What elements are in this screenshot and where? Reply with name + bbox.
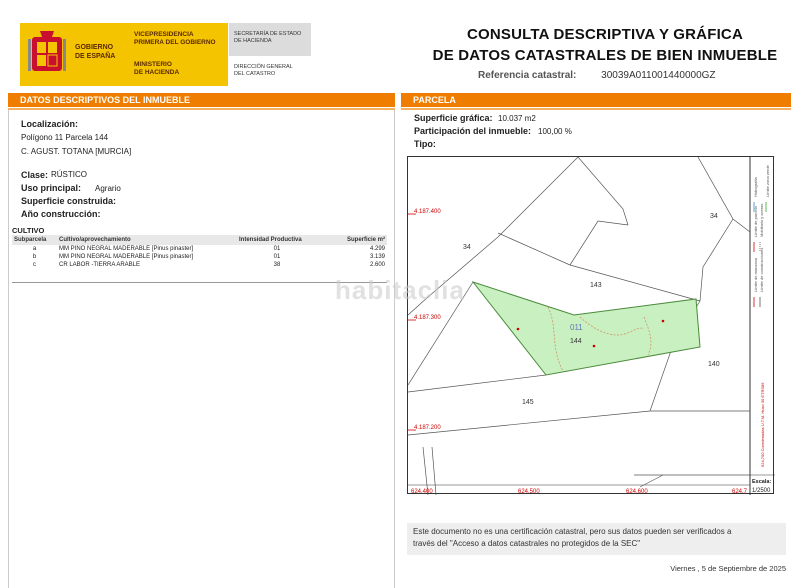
legend-entry: Límite de manzana	[753, 257, 758, 292]
reference-label: Referencia catastral:	[478, 70, 577, 81]
table-header-row	[12, 235, 387, 245]
superficie-grafica-label: Superficie gráfica:	[414, 113, 493, 123]
parcel-label: 011	[570, 323, 583, 332]
parcel-label: 145	[522, 399, 534, 406]
scale-label: Escala:	[752, 479, 772, 485]
reference-line	[478, 70, 716, 81]
ministerio-text: MINISTERIO DE HACIENDA	[134, 61, 180, 76]
uso-label: Uso principal:	[21, 183, 82, 193]
scale-value: 1/2500	[752, 488, 771, 494]
descriptive-data-header: DATOS DESCRIPTIVOS DEL INMUEBLE	[8, 93, 395, 107]
parcel-label: 140	[708, 361, 720, 368]
x-tick-label: 624.400	[411, 489, 433, 495]
x-tick-label: 624.600	[626, 489, 648, 495]
gobierno-text: GOBIERNO DE ESPAÑA	[75, 44, 116, 60]
disclaimer-box: Este documento no es una certificación catastral, pero sus datos pueden ser verificados a través del "Acceso a datos catastrales no protegidos de la SEC"	[407, 523, 786, 555]
anio-construccion-label: Año construcción:	[21, 209, 101, 219]
table-row: c CR LABOR -TIERRA ARABLE 38 2.600	[33, 262, 385, 268]
location-line2: C. AGUST. TOTANA [MURCIA]	[21, 147, 132, 156]
cultivo-table	[12, 235, 387, 269]
y-tick-label: 4.187.300	[414, 315, 441, 321]
legend-entry: Límite de parcela	[753, 206, 758, 237]
legend-entry: Límite de construcciones	[759, 247, 764, 292]
vicepresidencia-text: VICEPRESIDENCIA PRIMERA DEL GOBIERNO	[134, 31, 216, 46]
table-row: a MM PINO NEGRAL MADERABLE [Pinus pinaster] 01 4.299	[32, 246, 385, 252]
participacion-label: Participación del inmueble:	[414, 126, 532, 136]
table-divider	[12, 282, 387, 283]
government-logo	[20, 23, 228, 86]
column-header: Cultivo/aprovechamiento	[57, 235, 237, 245]
participacion-value: 100,00 %	[538, 127, 572, 136]
location-line1: Polígono 11 Parcela 144	[21, 133, 109, 142]
reference-value: 30039A011001440000GZ	[601, 70, 716, 81]
parcel-header: PARCELA	[401, 93, 791, 107]
coordinates-text: 624,700 Coordenadas U.T.M. Huso 30 ETRS89	[760, 382, 765, 467]
uso-value: Agrario	[95, 184, 121, 193]
cultivo-title: CULTIVO	[12, 226, 45, 235]
page-title: CONSULTA DESCRIPTIVA Y GRÁFICA DE DATOS CATASTRALES DE BIEN INMUEBLE	[432, 26, 778, 64]
parcel-label: 34	[463, 244, 471, 251]
table-row: b MM PINO NEGRAL MADERABLE [Pinus pinaster] 01 3.139	[32, 254, 385, 260]
tipo-label: Tipo:	[414, 139, 436, 149]
clase-label: Clase:	[21, 170, 49, 180]
legend-entry: Mobiliario y aceras	[759, 203, 764, 237]
parcel-label: 144	[570, 338, 582, 345]
superficie-construida-label: Superficie construida:	[21, 196, 117, 206]
watermark: habitaclia	[335, 275, 465, 305]
descriptive-data-panel	[8, 110, 395, 588]
column-header: Subparcela	[12, 235, 57, 245]
document-date: Viernes , 5 de Septiembre de 2025	[670, 564, 786, 573]
y-tick-label: 4.187.200	[414, 425, 441, 431]
map-drawing	[408, 157, 775, 495]
superficie-grafica-value: 10.037 m2	[498, 114, 536, 123]
y-tick-label: 4.187.400	[414, 209, 441, 215]
direccion-text: DIRECCIÓN GENERAL DEL CATASTRO	[234, 64, 293, 77]
legend-entry: Límite zona verde	[765, 165, 770, 197]
clase-value: RÚSTICO	[51, 170, 87, 179]
x-tick-label: 624.7	[732, 489, 748, 495]
legend-entry: Hidrografía	[753, 177, 758, 197]
column-header: Superficie m²	[317, 235, 387, 245]
parcel-label: 143	[590, 282, 602, 289]
secretaria-block: SECRETARÍA DE ESTADO DE HACIENDA	[229, 23, 311, 56]
location-label: Localización:	[21, 119, 79, 129]
coat-of-arms-icon	[28, 31, 66, 78]
parcel-144-highlight	[473, 282, 700, 375]
cadastral-map[interactable]	[407, 156, 774, 494]
x-tick-label: 624.500	[518, 489, 540, 495]
parcel-label: 34	[710, 213, 718, 220]
column-header: Intensidad Productiva	[237, 235, 317, 245]
